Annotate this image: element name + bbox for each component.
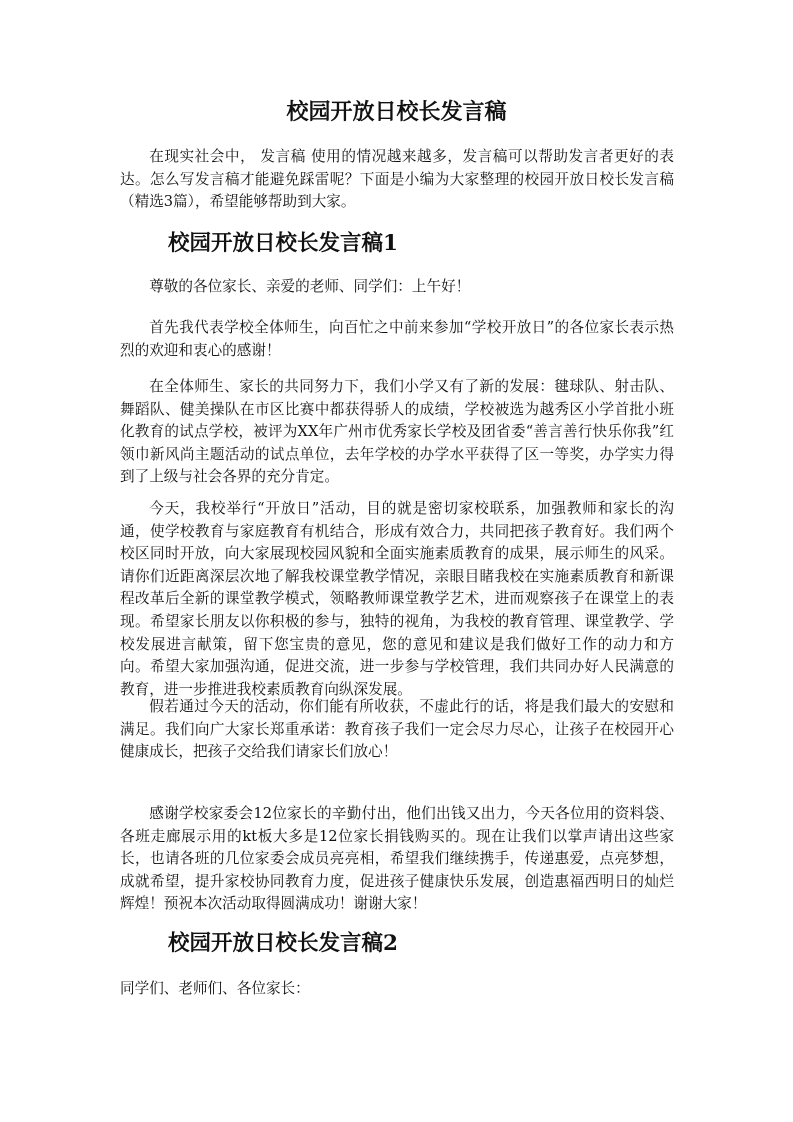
section1-paragraph-6: 感谢学校家委会12位家长的辛勤付出，他们出钱又出力，今天各位用的资料袋、各班走廊展示用的kt板大多是12位家长捐钱购买的。现在让我们以掌声请出这些家长，也请各班的几位家委会成员亮亮相，希望我们继续携手，传递惠爱，点亮梦想，成就希望，提升家校协同教育力度，促进孩子健康快乐发展，创造惠福西明日的灿烂辉煌！预祝本次活动取得圆满成功！谢谢大家！ xyxy=(120,805,674,913)
section1-paragraph-1: 尊敬的各位家长、亲爱的老师、同学们：上午好！ xyxy=(149,278,471,295)
section1-paragraph-3: 在全体师生、家长的共同努力下，我们小学又有了新的发展：毽球队、射击队、舞蹈队、健美操队在市区比赛中都获得骄人的成绩，学校被选为越秀区小学首批小班化教育的试点学校，被评为XX年广州市优秀家长学校及团省委“善言善行快乐你我”红领巾新风尚主题活动的试点单位，去年学校的办学水平获得了区一等奖，办学实力得到了上级与社会各界的充分肯定。 xyxy=(120,378,674,486)
intro-paragraph: 在现实社会中， 发言稿 使用的情况越来越多，发言稿可以帮助发言者更好的表达。怎么写发言稿才能避免踩雷呢？下面是小编为大家整理的校园开放日校长发言稿（精选3篇），希望能够帮助到大家。 xyxy=(120,148,674,211)
section1-paragraph-4: 今天，我校举行“开放日”活动，目的就是密切家校联系，加强教师和家长的沟通，使学校教育与家庭教育有机结合，形成有效合力，共同把孩子教育好。我们两个校区同时开放，向大家展现校园风貌和全面实施素质教育的成果，展示师生的风采。请你们近距离深层次地了解我校课堂教学情况，亲眼目睹我校在实施素质教育和新课程改革后全新的课堂教学模式，领略教师课堂教学艺术，进而观察孩子在课堂上的表现。希望家长朋友以你积极的参与，独特的视角，为我校的教育管理、课堂教学、学校发展进言献策，留下您宝贵的意见，您的意见和建议是我们做好工作的动力和方向。希望大家加强沟通，促进交流，进一步参与学校管理，我们共同办好人民满意的教育，进一步推进我校素质教育向纵深发展。 xyxy=(120,500,674,698)
section1-heading: 校园开放日校长发言稿1 xyxy=(168,231,398,256)
section1-paragraph-5: 假若通过今天的活动，你们能有所收获，不虚此行的话，将是我们最大的安慰和满足。我们向广大家长郑重承诺：教育孩子我们一定会尽力尽心，让孩子在校园开心健康成长，把孩子交给我们请家长们放心！ xyxy=(120,698,674,761)
document-title: 校园开放日校长发言稿 xyxy=(286,99,507,125)
section2-heading: 校园开放日校长发言稿2 xyxy=(168,931,398,956)
section2-first-line: 同学们、老师们、各位家长： xyxy=(120,980,310,997)
section1-paragraph-2: 首先我代表学校全体师生，向百忙之中前来参加“学校开放日”的各位家长表示热烈的欢迎和衷心的感谢！ xyxy=(120,319,674,359)
